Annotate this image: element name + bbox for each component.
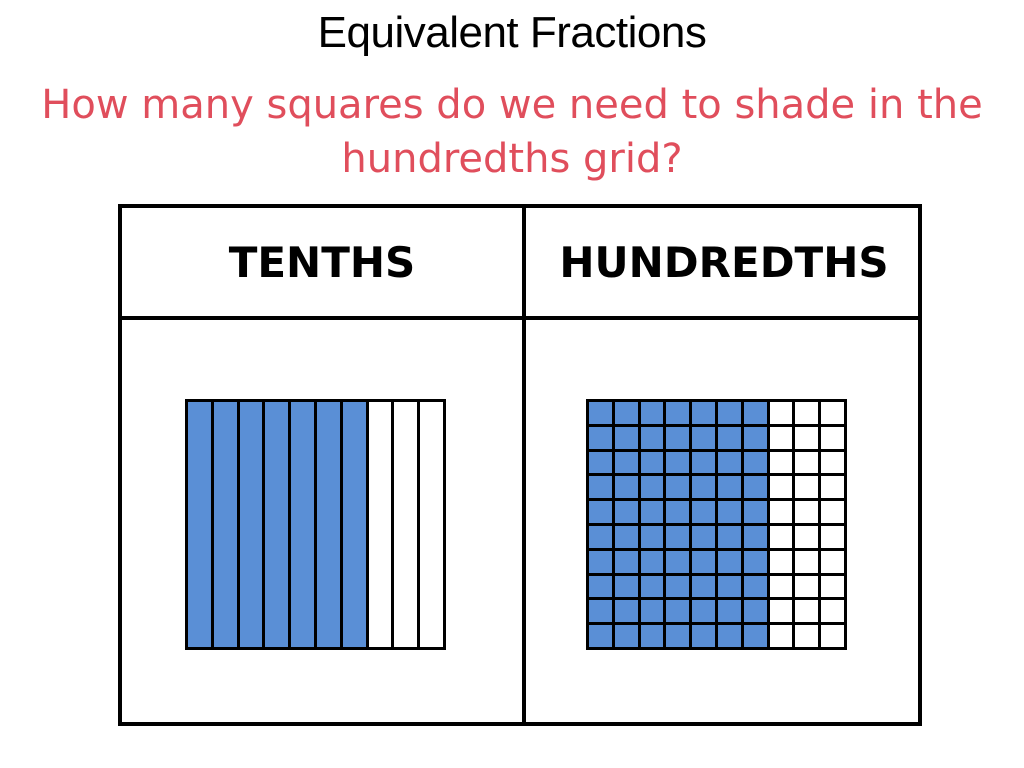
hundredths-cell-unshaded xyxy=(795,551,818,573)
hundredths-cell-shaded xyxy=(615,576,638,598)
hundredths-cell-unshaded xyxy=(770,526,793,548)
hundredths-cell-shaded xyxy=(692,625,715,647)
tenths-bar-shaded xyxy=(291,402,314,647)
hundredths-cell-shaded xyxy=(666,551,689,573)
hundredths-cell-shaded xyxy=(718,526,741,548)
hundredths-header: HUNDREDTHS xyxy=(559,237,889,287)
hundredths-cell-shaded xyxy=(718,476,741,498)
hundredths-cell-shaded xyxy=(615,427,638,449)
hundredths-cell-unshaded xyxy=(821,427,844,449)
hundredths-cell-shaded xyxy=(589,526,612,548)
hundredths-cell-unshaded xyxy=(770,452,793,474)
hundredths-cell-shaded xyxy=(615,501,638,523)
hundredths-cell-shaded xyxy=(744,501,767,523)
hundredths-cell-shaded xyxy=(692,501,715,523)
hundredths-cell-unshaded xyxy=(795,402,818,424)
hundredths-cell-shaded xyxy=(666,402,689,424)
hundredths-cell-shaded xyxy=(589,576,612,598)
hundredths-cell-shaded xyxy=(641,476,664,498)
tenths-bar-shaded xyxy=(188,402,211,647)
hundredths-cell-shaded xyxy=(641,600,664,622)
question-text: How many squares do we need to shade in the hundredths grid? xyxy=(41,82,983,182)
hundredths-cell-shaded xyxy=(692,526,715,548)
tenths-bar-shaded xyxy=(265,402,288,647)
hundredths-cell-shaded xyxy=(615,476,638,498)
hundredths-cell-shaded xyxy=(744,551,767,573)
tenths-bar-unshaded xyxy=(394,402,417,647)
hundredths-cell-shaded xyxy=(641,576,664,598)
hundredths-cell-shaded xyxy=(744,476,767,498)
hundredths-cell-unshaded xyxy=(821,625,844,647)
hundredths-cell-shaded xyxy=(641,551,664,573)
tenths-bar-shaded xyxy=(343,402,366,647)
hundredths-cell-unshaded xyxy=(795,526,818,548)
hundredths-cell-unshaded xyxy=(795,501,818,523)
hundredths-cell-unshaded xyxy=(795,452,818,474)
hundredths-cell-unshaded xyxy=(770,501,793,523)
hundredths-cell-shaded xyxy=(744,452,767,474)
hundredths-cell-shaded xyxy=(718,576,741,598)
hundredths-cell-shaded xyxy=(641,526,664,548)
hundredths-cell-shaded xyxy=(641,402,664,424)
hundredths-cell-unshaded xyxy=(821,600,844,622)
hundredths-cell-shaded xyxy=(744,576,767,598)
hundredths-cell-unshaded xyxy=(821,526,844,548)
hundredths-cell-shaded xyxy=(692,476,715,498)
hundredths-cell-shaded xyxy=(589,452,612,474)
hundredths-cell-shaded xyxy=(641,452,664,474)
hundredths-cell-shaded xyxy=(589,551,612,573)
hundredths-cell-shaded xyxy=(589,625,612,647)
hundredths-cell-unshaded xyxy=(821,476,844,498)
hundredths-cell-unshaded xyxy=(821,501,844,523)
hundredths-cell-unshaded xyxy=(795,625,818,647)
hundredths-cell-unshaded xyxy=(795,427,818,449)
tenths-bar-shaded xyxy=(240,402,263,647)
hundredths-cell-shaded xyxy=(718,625,741,647)
hundredths-cell-shaded xyxy=(718,402,741,424)
hundredths-cell-unshaded xyxy=(821,402,844,424)
hundredths-cell-shaded xyxy=(615,526,638,548)
hundredths-cell-shaded xyxy=(615,600,638,622)
hundredths-cell-unshaded xyxy=(770,551,793,573)
hundredths-cell-unshaded xyxy=(821,576,844,598)
table-horizontal-divider xyxy=(122,316,918,320)
hundredths-cell-shaded xyxy=(666,600,689,622)
hundredths-cell-shaded xyxy=(615,452,638,474)
hundredths-cell-shaded xyxy=(589,476,612,498)
hundredths-cell-shaded xyxy=(718,551,741,573)
hundredths-cell-shaded xyxy=(666,625,689,647)
hundredths-cell-shaded xyxy=(692,452,715,474)
hundredths-cell-shaded xyxy=(744,402,767,424)
hundredths-cell-shaded xyxy=(718,600,741,622)
tenths-bar-unshaded xyxy=(369,402,392,647)
hundredths-model xyxy=(586,399,847,650)
tenths-model xyxy=(185,399,446,650)
hundredths-cell-shaded xyxy=(692,551,715,573)
hundredths-cell-shaded xyxy=(666,476,689,498)
hundredths-cell-unshaded xyxy=(795,600,818,622)
tenths-header: TENTHS xyxy=(228,237,416,287)
hundredths-cell-shaded xyxy=(718,501,741,523)
hundredths-cell-shaded xyxy=(666,427,689,449)
hundredths-cell-shaded xyxy=(666,576,689,598)
hundredths-cell-unshaded xyxy=(770,402,793,424)
hundredths-cell-unshaded xyxy=(770,600,793,622)
tenths-bar-unshaded xyxy=(420,402,443,647)
hundredths-cell-unshaded xyxy=(795,476,818,498)
hundredths-cell-shaded xyxy=(641,501,664,523)
hundredths-cell-shaded xyxy=(589,501,612,523)
hundredths-cell-shaded xyxy=(615,625,638,647)
hundredths-cell-unshaded xyxy=(795,576,818,598)
hundredths-cell-unshaded xyxy=(821,452,844,474)
hundredths-cell-shaded xyxy=(744,600,767,622)
hundredths-cell-unshaded xyxy=(770,427,793,449)
hundredths-cell-shaded xyxy=(692,576,715,598)
hundredths-cell-shaded xyxy=(666,452,689,474)
hundredths-cell-shaded xyxy=(692,600,715,622)
hundredths-cell-shaded xyxy=(666,501,689,523)
hundredths-cell-shaded xyxy=(666,526,689,548)
hundredths-cell-shaded xyxy=(589,402,612,424)
hundredths-cell-shaded xyxy=(589,600,612,622)
hundredths-cell-shaded xyxy=(718,427,741,449)
hundredths-cell-shaded xyxy=(641,625,664,647)
hundredths-cell-shaded xyxy=(589,427,612,449)
hundredths-cell-shaded xyxy=(744,526,767,548)
hundredths-cell-unshaded xyxy=(770,476,793,498)
hundredths-cell-shaded xyxy=(718,452,741,474)
hundredths-cell-shaded xyxy=(615,402,638,424)
tenths-bar-shaded xyxy=(317,402,340,647)
slide-title: Equivalent Fractions xyxy=(317,8,707,57)
hundredths-cell-shaded xyxy=(641,427,664,449)
hundredths-cell-unshaded xyxy=(821,551,844,573)
tenths-bar-shaded xyxy=(214,402,237,647)
hundredths-cell-shaded xyxy=(744,427,767,449)
hundredths-cell-unshaded xyxy=(770,576,793,598)
hundredths-cell-shaded xyxy=(692,427,715,449)
hundredths-cell-shaded xyxy=(692,402,715,424)
hundredths-cell-unshaded xyxy=(770,625,793,647)
hundredths-cell-shaded xyxy=(744,625,767,647)
hundredths-cell-shaded xyxy=(615,551,638,573)
